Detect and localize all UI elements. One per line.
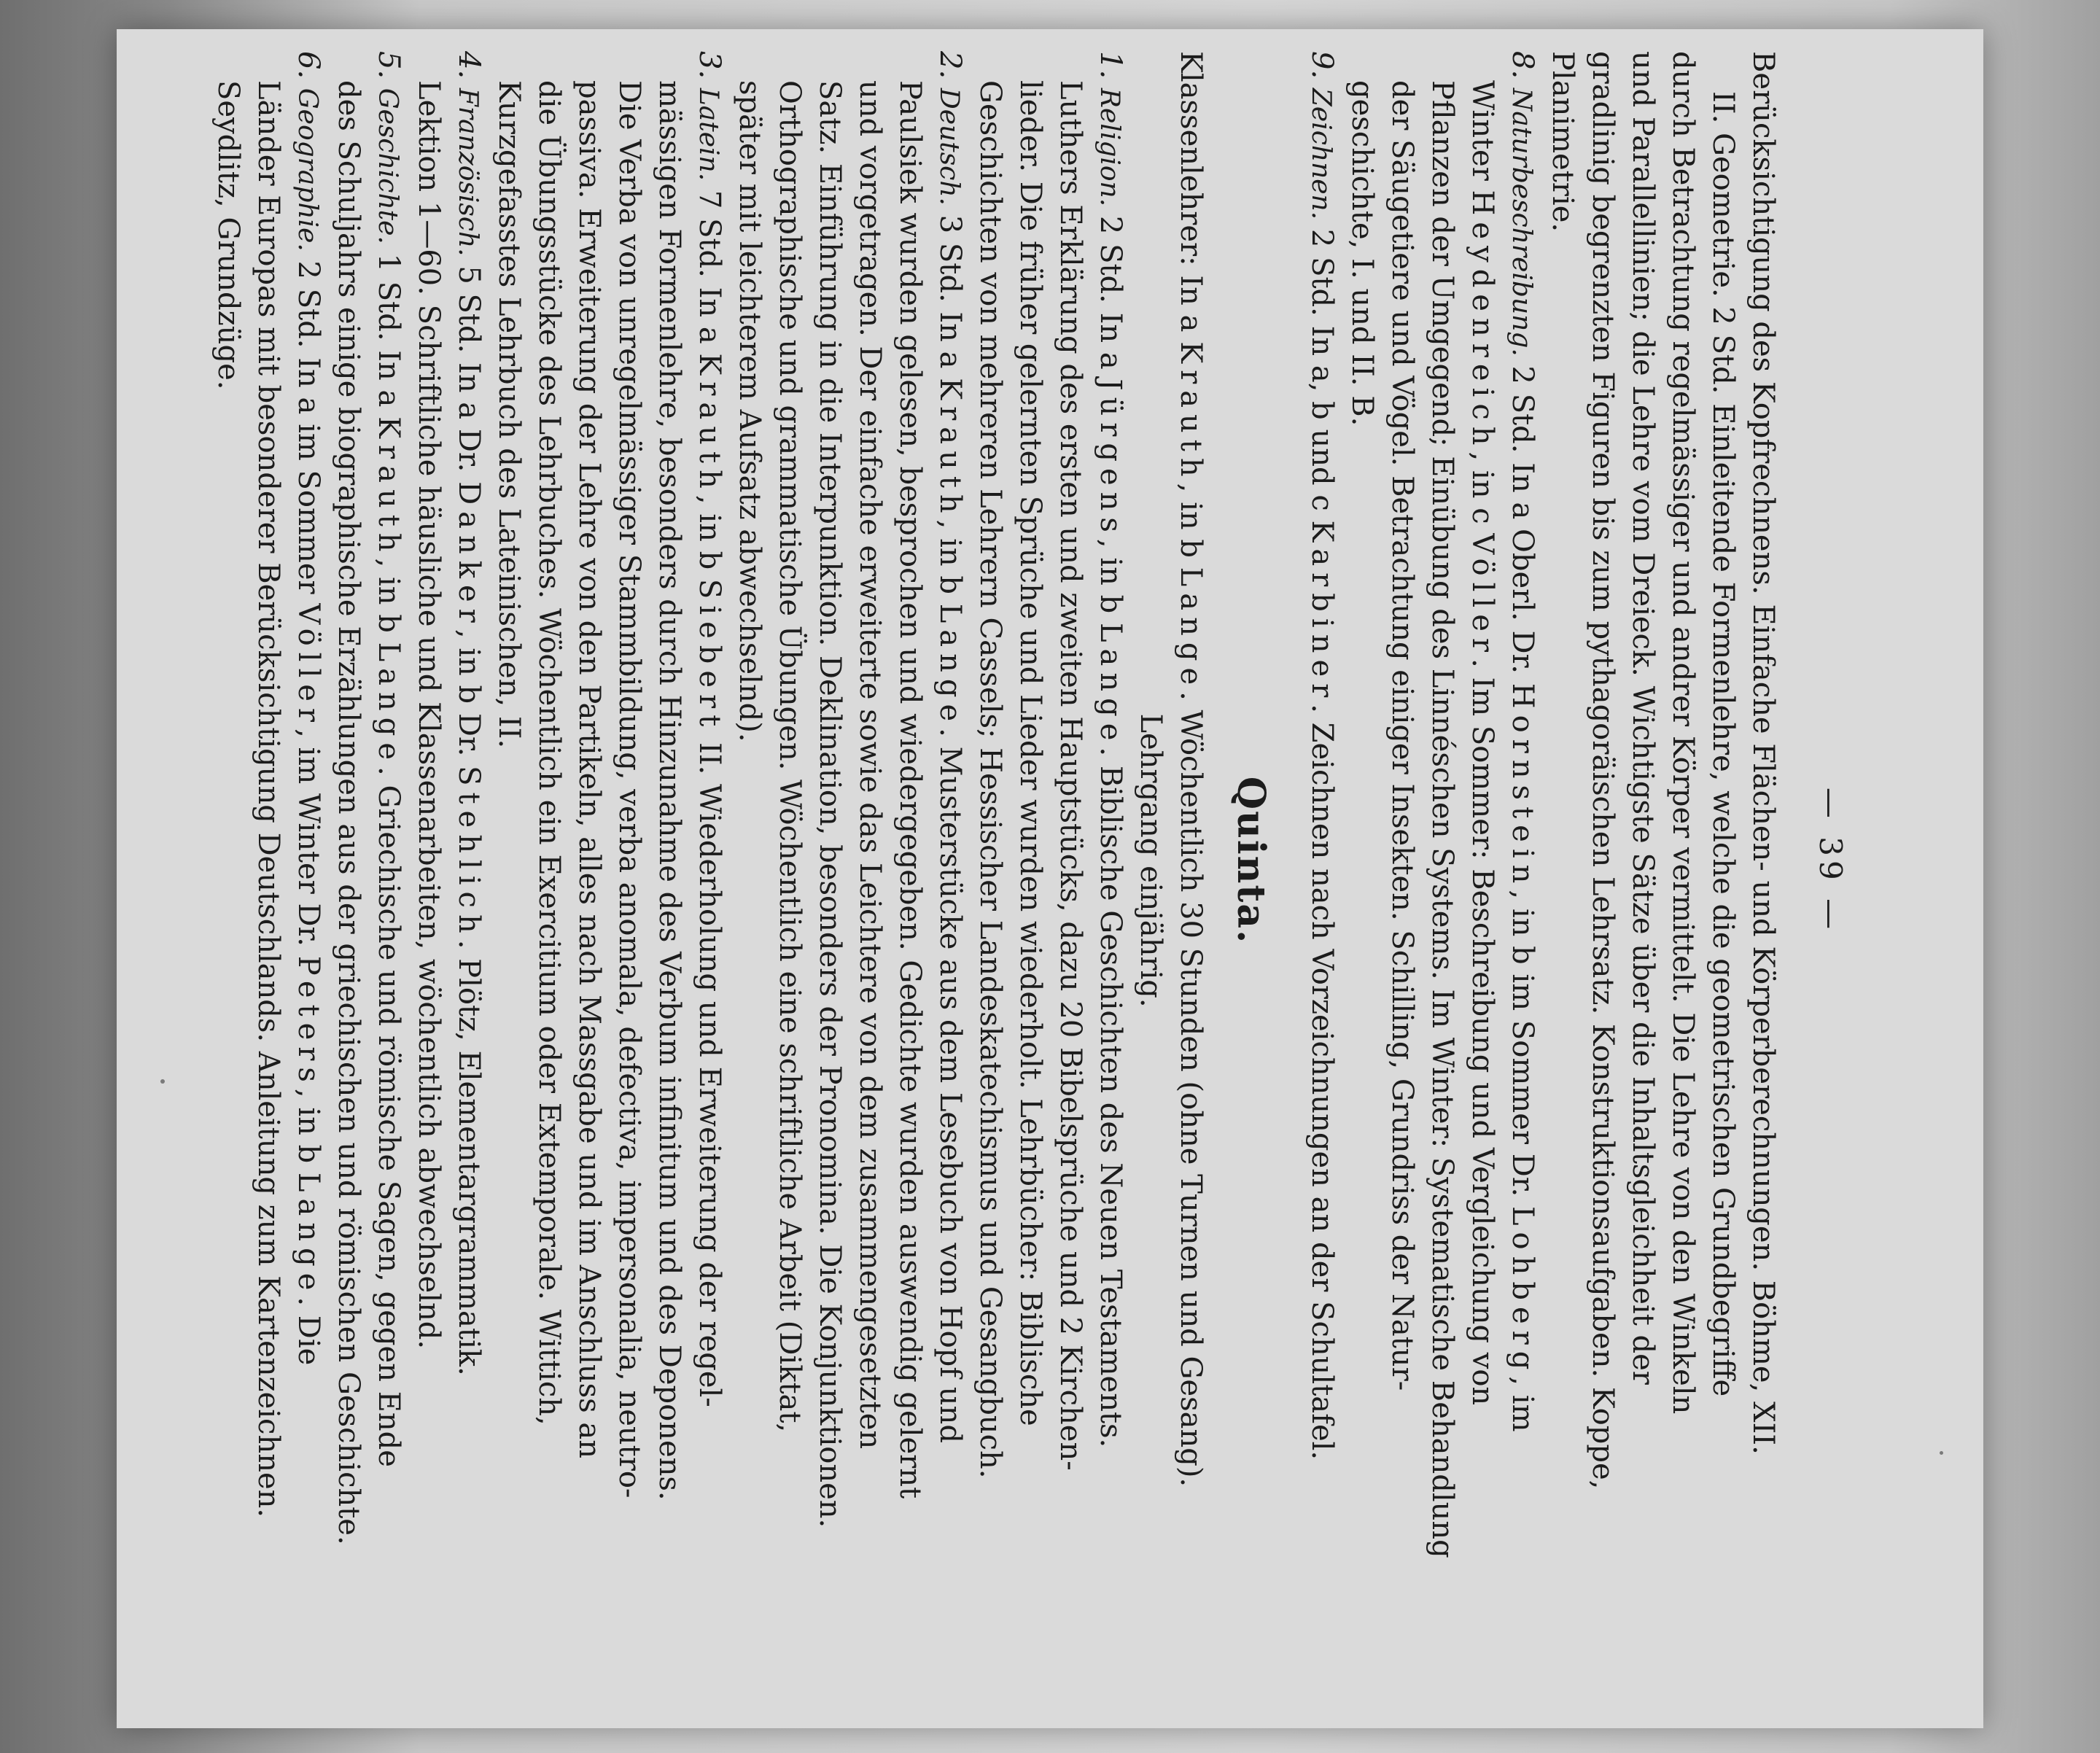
text-line: Winter Heydenreich, in c Völler. Im Sommer: Beschreibung und Vergleichung von [1466, 80, 1499, 1406]
subject-label: Französisch. [453, 88, 483, 257]
teacher-name: Stehlich [452, 766, 486, 940]
teacher-name: Jürgens [1094, 378, 1127, 539]
teacher-name: Lange [1174, 567, 1208, 692]
section-title: Quinta. [1229, 776, 1273, 945]
teacher-name: Hornstein [1506, 683, 1539, 890]
text-line: Planimetrie. [1546, 51, 1579, 233]
rotated-page-content [33, 51, 1856, 1670]
teacher-name: Peters [292, 955, 325, 1089]
subject-label: Geographie. [292, 88, 322, 252]
text-line: der Säugetiere und Vögel. Betrachtung einiger Insekten. Schilling, Grundriss der Natur- [1385, 80, 1419, 1391]
teacher-name: Völler [292, 603, 325, 729]
teacher-name: Krauth [1174, 341, 1208, 483]
text-line: später mit leichterem Aufsatz abwechselnd). [733, 80, 766, 742]
item-geschichte: 5. Geschichte. 1 Std. In a Krauth, in b Lange. Griechische und römische Sagen, gegen Ende [372, 51, 405, 1467]
text-line: Luthers Erklärung des ersten und zweiten Hauptstücks, dazu 20 Bibelsprüche und 2 Kirchen- [1054, 80, 1087, 1471]
teacher-name: Siebert [693, 578, 726, 734]
text-line: Kurzgefasstes Lehrbuch des Lateinischen, II. [492, 80, 526, 749]
text-line: Seydlitz, Grundzüge. [211, 80, 245, 390]
teacher-name: Krauth [693, 353, 726, 495]
subject-label: Religion. [1094, 88, 1124, 207]
text-line: und vorgetragen. Der einfache erweiterte sowie das Leichtere von dem zusammengesetzten [853, 80, 887, 1450]
text-line: gradlinig begrenzten Figuren bis zum pythagoräischen Lehrsatz. Konstruktionsaufgaben. Koppe, [1586, 51, 1619, 1490]
text-line: Lehrgang einjährig. [1134, 713, 1167, 1008]
teacher-name: Lohberg [1506, 1205, 1539, 1377]
teacher-name: Krauth [933, 378, 967, 520]
text-line: Lektion 1—60. Schriftliche häusliche und Klassenarbeiten, wöchentlich abwechselnd. [412, 80, 446, 1350]
text-line: durch Betrachtung regelmässiger und andrer Körper vermittelt. Die Lehre von den Winkeln [1666, 51, 1700, 1415]
text-line: II. Geometrie. 2 Std. Einleitende Formenlehre, welche die geometrischen Grundbegriffe [1706, 91, 1740, 1397]
subject-label: Naturbeschreibung. [1506, 88, 1536, 357]
item-religion: 1. Religion. 2 Std. In a Jürgens, in b Lange. Biblische Geschichten des Neuen Testaments. [1094, 51, 1127, 1448]
text-line: und Parallellinien; die Lehre vom Dreieck. Wichtigste Sätze über die Inhaltsgleichheit der [1626, 51, 1660, 1385]
text-line: Pflanzen der Umgegend; Einübung des Linnéschen Systems. Im Winter: Systematische Behandlung [1426, 80, 1459, 1558]
subject-label: Deutsch. [934, 88, 964, 206]
teacher-name: Lange [933, 603, 967, 728]
teacher-name: Lange [1094, 622, 1127, 747]
text-line: Paulsiek wurden gelesen, besprochen und wiedergegeben. Gedichte wurden auswendig gelernt [893, 80, 927, 1499]
teacher-name: Lange [292, 1172, 325, 1297]
class-teacher-line: Klassenlehrer: In a Krauth, in b Lange. Wöchentlich 30 Stunden (ohne Turnen und Gesang). [1174, 51, 1208, 1488]
text-line: des Schuljahrs einige biographische Erzählungen aus der griechischen und römischen Geschichte. [332, 80, 365, 1545]
page-text [33, 51, 1856, 1670]
text-line: Geschichten von mehreren Lehrern Cassels; Hessischer Landeskatechismus und Gesangbuch. [973, 80, 1007, 1479]
text-line: Die Verba von unregelmässiger Stammbildung, verba anomala, defectiva, impersonalia, neutro- [612, 80, 646, 1499]
text-line: passiva. Erweiterung der Lehre von den Partikeln, alles nach Massgabe und im Anschluss an [572, 80, 606, 1458]
text-line: mässigen Formenlehre, besonders durch Hinzunahme des Verbum infinitum und des Deponens. [653, 80, 686, 1501]
subject-label: Geschichte. [373, 88, 402, 244]
item-geographie: 6. Geographie. 2 Std. In a im Sommer Völler, im Winter Dr. Peters, in b Lange. Die [292, 51, 325, 1366]
page-number: — 39 — [1813, 787, 1848, 934]
speck [1940, 1451, 1943, 1455]
teacher-name: Lange [372, 642, 405, 767]
teacher-name: Karbiner [1305, 520, 1339, 704]
item-franzoesisch: 4. Französisch. 5 Std. In a Dr. Danker, in b Dr. Stehlich. Plötz, Elementargrammatik. [452, 51, 486, 1376]
item-latein: 3. Latein. 7 Std. In a Krauth, in b Siebert II. Wiederholung und Erweiterung der regel- [693, 51, 726, 1407]
text-line: Orthographische und grammatische Übungen. Wöchentlich eine schriftliche Arbeit (Diktat, [773, 80, 806, 1433]
teacher-name: Heydenreich [1466, 190, 1499, 452]
text-line: lieder. Die früher gelernten Sprüche und Lieder wurden wiederholt. Lehrbücher: Biblische [1014, 80, 1047, 1426]
item-deutsch: 2. Deutsch. 3 Std. In a Krauth, in b Lange. Musterstücke aus dem Lesebuch von Hopf und [933, 51, 967, 1443]
teacher-name: Krauth [372, 416, 405, 559]
text-line: Satz. Einführung in die Interpunktion. Deklination, besonders der Pronomina. Die Konjunktionen. [813, 80, 847, 1528]
subject-label: Zeichnen. [1306, 88, 1336, 220]
text-line: Länder Europas mit besonderer Berücksichtigung Deutschlands. Anleitung zum Kartenzeichnen. [252, 80, 285, 1518]
text-line: Berücksichtigung des Kopfrechnens. Einfache Flächen- und Körperberechnungen. Böhme, XII. [1746, 51, 1780, 1455]
subject-label: Latein. [693, 88, 723, 182]
text-line: die Übungsstücke des Lehrbuches. Wöchentlich ein Exercitium oder Extemporale. Wittich, [532, 80, 566, 1426]
item-naturbeschreibung: 8. Naturbeschreibung. 2 Std. In a Oberl. Dr. Hornstein, in b im Sommer Dr. Lohberg, im [1506, 51, 1539, 1432]
teacher-name: Völler [1466, 533, 1499, 659]
item-zeichnen: 9. Zeichnen. 2 Std. In a, b und c Karbiner. Zeichnen nach Vorzeichnungen an der Schultafel. [1305, 51, 1339, 1461]
teacher-name: Danker [452, 481, 486, 629]
text-line: geschichte, I. und II. B. [1345, 80, 1379, 427]
